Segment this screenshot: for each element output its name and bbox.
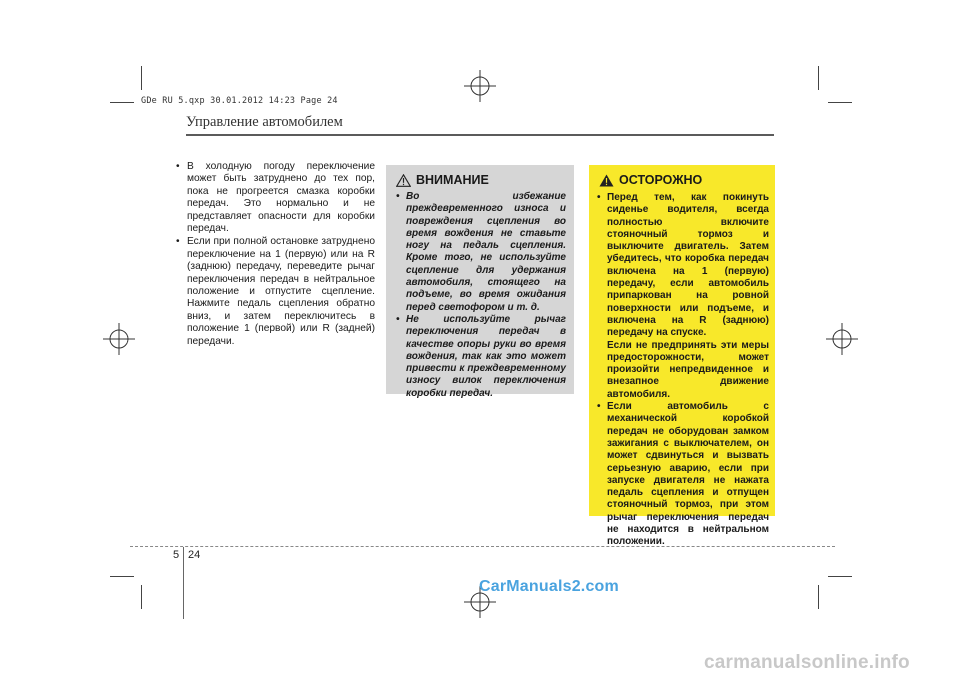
page-number-divider: [183, 547, 184, 619]
notice-title: ВНИМАНИЕ: [416, 173, 489, 187]
warning-continuation: Если не предпринять эти меры предосторожности, может произойти непредвиденное и внезапное движение автомобиля.: [607, 339, 769, 400]
registration-mark-icon: [826, 323, 858, 355]
notice-list: [396, 191, 566, 400]
warning-box: [589, 165, 775, 548]
notice-header: [396, 173, 489, 187]
registration-mark-icon: [103, 323, 135, 355]
slug-line: GDe RU 5.qxp 30.01.2012 14:23 Page 24: [141, 96, 338, 106]
list-item: • Если автомобиль с механической коробкой передач не оборудован замком зажигания с выключателем, он может сдвинуться и вызвать серьезную аварию, если при запуске двигателя не нажата педаль сцепления и отпущен стояночный тормоз, при этом рычаг переключения передач не находится в нейтральном положении.: [597, 401, 769, 548]
page-number: 24: [188, 549, 201, 561]
carmanuals-logo[interactable]: CarManuals2.com: [479, 578, 619, 595]
watermark: carmanualsonline.info: [704, 652, 910, 673]
warning-header: [599, 173, 702, 187]
page-header-title: Управление автомобилем: [186, 114, 343, 130]
list-item: • Во избежание преждевременного износа и повреждения сцепления во время вождения не ставьте ногу на педаль сцепления. Кроме того, не используйте сцепление для удержания автомобиля, стоящего на подъеме, во время ожидания перед светофором и т. д.: [396, 191, 566, 313]
warning-triangle-icon: [396, 174, 411, 187]
warning-triangle-icon: [599, 174, 614, 187]
footer-rule: [130, 546, 835, 547]
notice-box: [386, 165, 574, 399]
list-item: • В холодную погоду переключение может быть затруднено до тех пор, пока не прогреется смазка коробки передач. Это нормально и не представляет опасности для коробки передач.: [176, 161, 375, 235]
warning-title: ОСТОРОЖНО: [619, 173, 703, 187]
list-item: • Если при полной остановке затруднено переключение на 1 (первую) или на R (заднюю) передачу, переведите рычаг переключения передач в нейтральное положение и отпустите сцепление. Нажмите педаль сцепления обратно вниз, и затем переключитесь в положение 1 (первой) или R (задней) передачи.: [176, 236, 375, 347]
registration-mark-icon: [464, 70, 496, 102]
list-item: • Перед тем, как покинуть сиденье водителя, всегда полностью включите стояночный тормоз и выключите двигатель. Затем убедитесь, что коробка передач включена на 1 (первую) передачу, если автомобиль припаркован на ровной поверхности или подъеме, и включена на R (заднюю) передачу на спуске. Если не предпринять эти меры предосторожности, может произойти непредвиденное и внезапное движение автомобиля.: [597, 192, 769, 400]
list-item: • Не используйте рычаг переключения передач в качестве опоры руки во время вождения, так как это может привести к преждевременному износу вилок переключения коробки передач.: [396, 313, 566, 399]
section-number: 5: [173, 549, 180, 561]
warning-list: [597, 192, 769, 549]
header-rule: [186, 134, 774, 136]
main-text-list: [176, 161, 375, 349]
